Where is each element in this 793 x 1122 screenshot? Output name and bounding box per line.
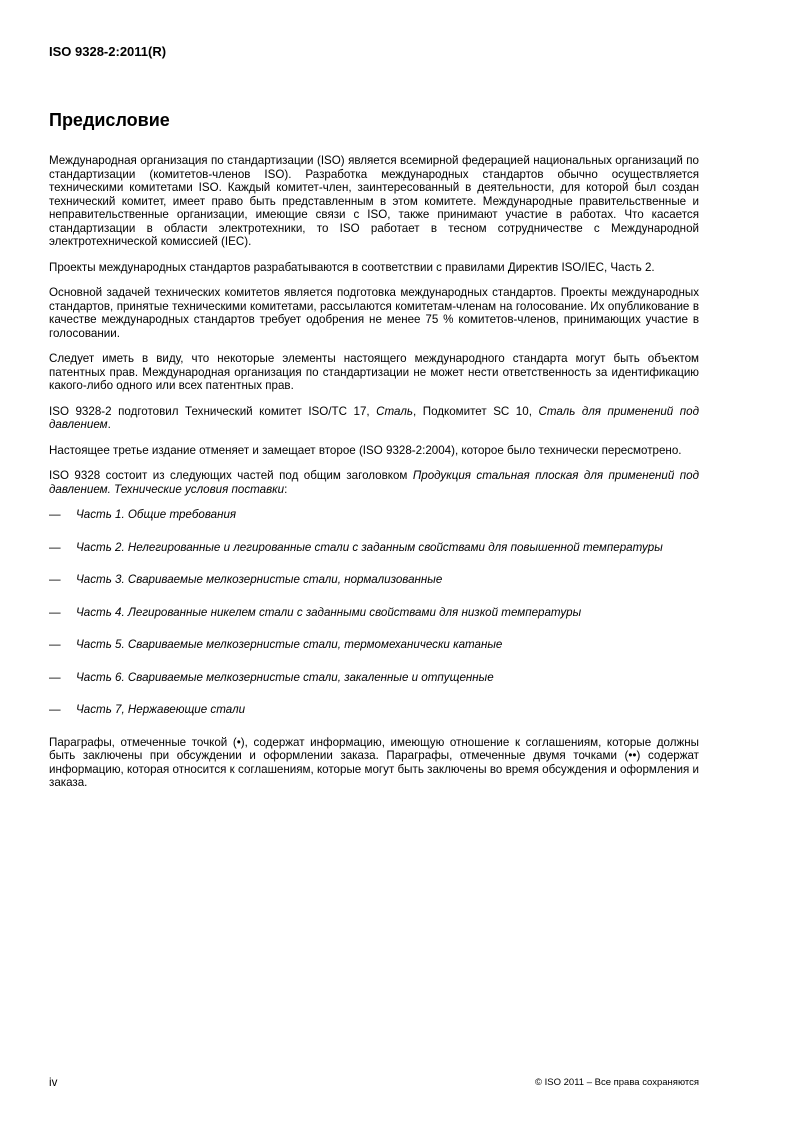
part-title: Часть 3. Свариваемые мелкозернистые стали, нормализованные <box>76 573 443 586</box>
committee-title: Сталь <box>376 404 413 418</box>
document-code: ISO 9328-2:2011(R) <box>49 44 167 59</box>
paragraph-prepared-by <box>49 405 699 432</box>
list-item <box>49 606 699 620</box>
list-item <box>49 671 699 685</box>
parts-intro-text: ISO 9328 состоит из следующих частей под общим заголовком <box>49 469 413 482</box>
list-dash: — <box>49 670 61 684</box>
foreword-body <box>49 154 699 802</box>
prepared-by-text: ISO 9328-2 подготовил Технический комитет ISO/TC 17, <box>49 404 377 418</box>
list-dash: — <box>49 605 61 619</box>
list-item <box>49 541 699 555</box>
paragraph-patents: Следует иметь в виду, что некоторые элементы настоящего международного стандарта могут быть объектом патентных прав. Международная организация по стандартизации не может нести ответственность за идентификацию какого-либо одного или всех патентных прав. <box>49 352 699 392</box>
list-dash: — <box>49 638 61 651</box>
prepared-by-end: . <box>107 418 111 431</box>
parts-intro-end: : <box>284 482 288 496</box>
list-dash: — <box>49 540 61 554</box>
part-title: Часть 7, Нержавеющие стали <box>76 703 246 716</box>
paragraph-parts-intro <box>49 469 699 496</box>
list-item <box>49 638 699 652</box>
part-title: Часть 6. Свариваемые мелкозернистые стали, закаленные и отпущенные <box>76 670 494 684</box>
subcommittee-title: Сталь для применений под давлением <box>49 404 700 431</box>
list-item <box>49 508 699 522</box>
paragraph-dots-note: Параграфы, отмеченные точкой (•), содержат информацию, имеющую отношение к соглашениям, которые должны быть заключены при обсуждении и оформлении заказа. Параграфы, отмеченные двумя точками (••) содержат информацию, которая относится к соглашениям, которые могут быть заключены во время обсуждения и оформления и заказа. <box>49 735 699 789</box>
general-title: Продукция стальная плоская для применений под давлением. Технические условия поставки <box>49 469 699 496</box>
part-title: Часть 4. Легированные никелем стали с заданными свойствами для низкой температуры <box>76 605 582 619</box>
part-title: Часть 1. Общие требования <box>76 508 237 521</box>
list-item <box>49 703 699 717</box>
paragraph-directives: Проекты международных стандартов разрабатываются в соответствии с правилами Директив ISO/IEC, Часть 2. <box>49 260 655 274</box>
part-title: Часть 5. Свариваемые мелкозернистые стали, термомеханически катаные <box>76 638 503 651</box>
list-item <box>49 573 699 587</box>
list-dash: — <box>49 703 61 716</box>
paragraph-committees: Основной задачей технических комитетов является подготовка международных стандартов. Проекты международных стандартов, принятые техническими комитетами, рассылаются комитетам-членам на голосование. Их опубликование в качестве международных стандартов требует одобрения не менее 75 % комитетов-членов, принимающих участие в голосовании. <box>49 286 699 340</box>
page-number: iv <box>49 1076 58 1089</box>
paragraph-iso-intro: Международная организация по стандартизации (ISO) является всемирной федерацией национальных организаций по стандартизации (комитетов-членов ISO). Разработка международных стандартов обычно осуществляется техническими комитетами ISO. Каждый комитет-член, заинтересованный в деятельности, для которой был создан технический комитет, имеет право быть представленным в этом комитете. Международные правительственные и неправительственные организации, имеющие связи с ISO, также принимают участие в работах. Что касается стандартизации в области электротехники, то ISO работает в тесном сотрудничестве с Международной электротехнической комиссией (IEC). <box>49 154 699 248</box>
part-title: Часть 2. Нелегированные и легированные стали с заданным свойствами для повышенной температуры <box>76 540 663 554</box>
parts-list <box>49 508 699 717</box>
list-dash: — <box>49 573 61 586</box>
paragraph-edition: Настоящее третье издание отменяет и замещает второе (ISO 9328-2:2004), которое было технически пересмотрено. <box>49 443 682 457</box>
list-dash: — <box>49 508 61 521</box>
subcommittee-text: , Подкомитет SC 10, <box>413 404 539 418</box>
page-title: Предисловие <box>49 110 170 130</box>
copyright-notice: © ISO 2011 – Все права сохраняются <box>534 1077 699 1088</box>
